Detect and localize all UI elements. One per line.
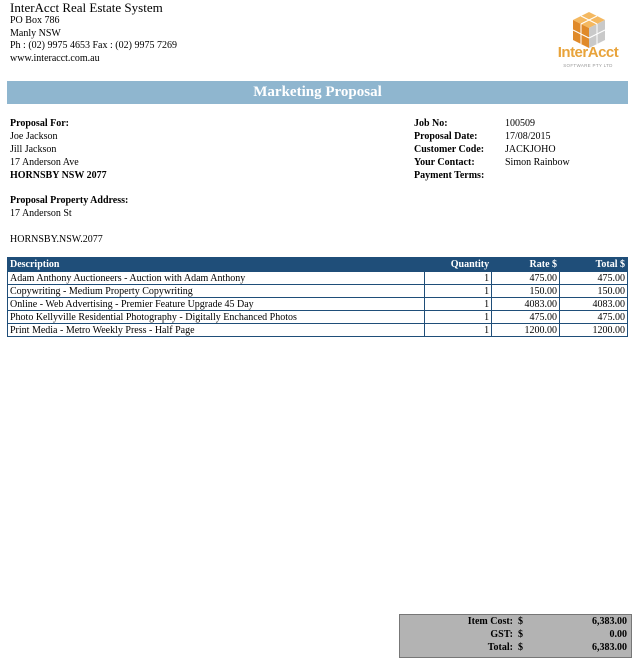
cell-rate: 475.00	[492, 272, 560, 285]
totals-row	[400, 641, 631, 654]
job-detail-value: JACKJOHO	[505, 144, 556, 155]
job-detail-row	[414, 169, 570, 182]
column-header-rate: Rate $	[492, 258, 560, 272]
job-details	[414, 117, 570, 182]
cell-description: Photo Kellyville Residential Photography - Digitally Enchanced Photos	[8, 311, 425, 324]
job-detail-label: Payment Terms:	[414, 170, 485, 181]
cell-rate: 1200.00	[492, 324, 560, 337]
property-street: 17 Anderson St	[10, 208, 72, 219]
logo-tagline: SOFTWARE PTY LTD	[563, 63, 613, 68]
totals-label: GST:	[490, 629, 513, 640]
cell-description: Copywriting - Medium Property Copywriting	[8, 285, 425, 298]
proposal-for-line: 17 Anderson Ave	[10, 157, 79, 168]
totals-label: Item Cost:	[467, 616, 513, 627]
table-row	[8, 311, 628, 324]
proposal-for-block	[10, 117, 107, 182]
cell-quantity: 1	[425, 285, 492, 298]
property-address-label: Proposal Property Address:	[10, 195, 129, 206]
company-name: InterAcct Real Estate System	[10, 0, 163, 15]
cell-quantity: 1	[425, 272, 492, 285]
cell-rate: 4083.00	[492, 298, 560, 311]
job-detail-value: 17/08/2015	[505, 131, 551, 142]
cell-total: 150.00	[560, 285, 628, 298]
totals-currency: $	[518, 642, 523, 653]
table-row	[8, 285, 628, 298]
job-detail-row	[414, 117, 570, 130]
company-address-1: PO Box 786	[10, 15, 60, 26]
table-row	[8, 324, 628, 337]
totals-row	[400, 628, 631, 641]
table-row	[8, 272, 628, 285]
proposal-for-city: HORNSBY NSW 2077	[10, 170, 107, 181]
company-address-2: Manly NSW	[10, 27, 61, 39]
proposal-for-line: Joe Jackson	[10, 131, 58, 142]
proposal-for-label: Proposal For:	[10, 118, 69, 129]
cell-description: Adam Anthony Auctioneers - Auction with Adam Anthony	[8, 272, 425, 285]
line-items-table	[7, 257, 628, 337]
job-detail-label: Customer Code:	[414, 144, 485, 155]
job-detail-label: Proposal Date:	[414, 131, 478, 142]
cell-description: Online - Web Advertising - Premier Feature Upgrade 45 Day	[8, 298, 425, 311]
totals-currency: $	[518, 616, 523, 627]
table-row	[8, 298, 628, 311]
column-header-total: Total $	[560, 258, 628, 272]
totals-currency: $	[518, 629, 523, 640]
job-detail-row	[414, 130, 570, 143]
job-detail-value: 100509	[505, 118, 535, 129]
company-header	[10, 0, 177, 65]
cell-quantity: 1	[425, 298, 492, 311]
company-logo	[556, 10, 620, 72]
property-city: HORNSBY.NSW.2077	[10, 234, 103, 245]
table-header-row	[8, 258, 628, 272]
job-detail-value: Simon Rainbow	[505, 157, 570, 168]
column-header-quantity: Quantity	[425, 258, 492, 272]
cell-total: 475.00	[560, 272, 628, 285]
cell-total: 1200.00	[560, 324, 628, 337]
logo-brand: InterAcct	[557, 44, 619, 61]
totals-value: 0.00	[609, 629, 627, 640]
cell-description: Print Media - Metro Weekly Press - Half Page	[8, 324, 425, 337]
column-header-description: Description	[8, 258, 425, 272]
cell-rate: 150.00	[492, 285, 560, 298]
totals-value: 6,383.00	[592, 642, 627, 653]
page-title: Marketing Proposal	[7, 81, 628, 104]
totals-label: Total:	[487, 642, 513, 653]
cell-rate: 475.00	[492, 311, 560, 324]
property-address-block	[10, 194, 128, 220]
company-website: www.interacct.com.au	[10, 52, 100, 64]
company-phone: Ph : (02) 9975 4653 Fax : (02) 9975 7269	[10, 40, 177, 51]
job-detail-row	[414, 156, 570, 169]
totals-box	[399, 614, 632, 658]
job-detail-label: Your Contact:	[414, 157, 475, 168]
cell-quantity: 1	[425, 324, 492, 337]
cell-total: 4083.00	[560, 298, 628, 311]
totals-value: 6,383.00	[592, 616, 627, 627]
job-detail-label: Job No:	[414, 118, 448, 129]
proposal-for-line: Jill Jackson	[10, 144, 57, 155]
job-detail-row	[414, 143, 570, 156]
cell-total: 475.00	[560, 311, 628, 324]
cell-quantity: 1	[425, 311, 492, 324]
totals-row	[400, 615, 631, 628]
